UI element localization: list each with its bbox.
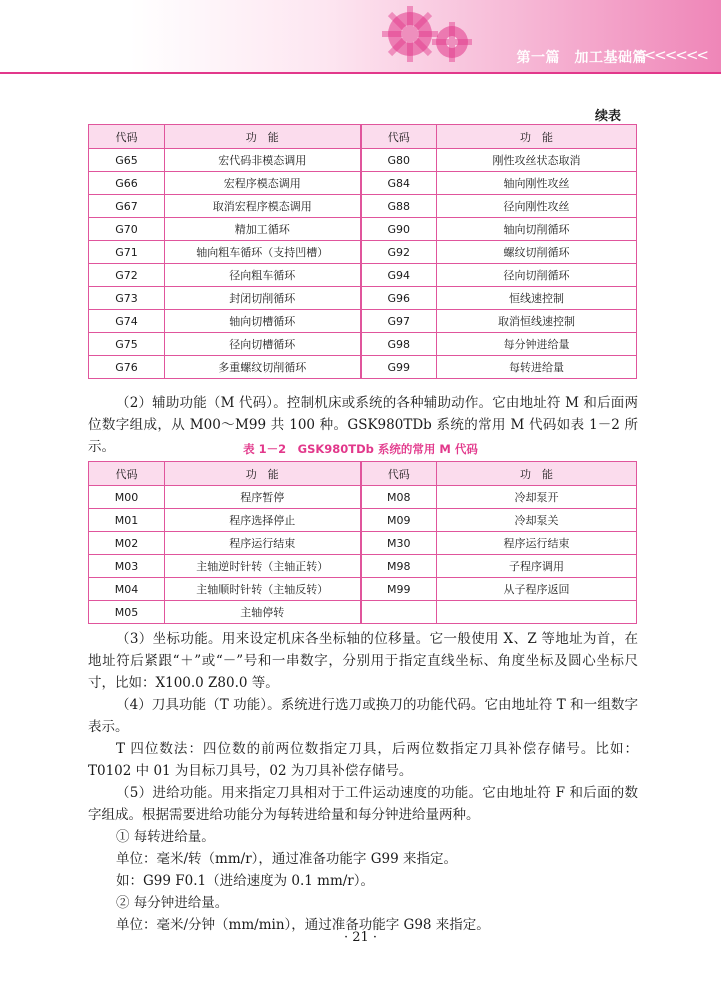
code-cell: M98: [361, 555, 437, 578]
function-cell: 径向切槽循环: [165, 333, 361, 356]
code-cell: G75: [89, 333, 165, 356]
table-row: [89, 578, 637, 601]
paragraph: （2）辅助功能（M 代码）。控制机床或系统的各种辅助动作。它由地址符 M 和后面两位数字组成，从 M00～M99 共 100 种。GSK980TDb 系统的常用 M 代码如表 1－2 所示。: [88, 395, 638, 455]
function-cell: 轴向粗车循环（支持凹槽）: [165, 241, 361, 264]
function-cell: 从子程序返回: [437, 578, 637, 601]
table-row: [89, 601, 637, 624]
paragraph: （3）坐标功能。用来设定机床各坐标轴的位移量。它一般使用 X、Z 等地址为首，在地址符后紧跟“＋”或“－”号和一串数字，分别用于指定直线坐标、角度坐标及圆心坐标尺寸，比如：X100.0 Z80.0 等。: [88, 631, 638, 691]
function-cell: 多重螺纹切削循环: [165, 356, 361, 379]
header-code: 代码: [89, 462, 165, 486]
paragraph: ② 每分钟进给量。: [116, 895, 229, 911]
function-cell: [437, 601, 637, 624]
table-header-row: [89, 462, 637, 486]
chevron-decoration-icon: <<<<<<<: [633, 46, 707, 64]
header-code: 代码: [89, 125, 165, 149]
header-function: 功 能: [165, 462, 361, 486]
code-cell: M30: [361, 532, 437, 555]
code-cell: G74: [89, 310, 165, 333]
code-cell: [361, 601, 437, 624]
function-cell: 取消宏程序模态调用: [165, 195, 361, 218]
function-cell: 每分钟进给量: [437, 333, 637, 356]
table-row: [89, 486, 637, 509]
code-cell: G99: [361, 356, 437, 379]
function-cell: 恒线速控制: [437, 287, 637, 310]
continued-label: 续表: [594, 109, 621, 124]
header-function: 功 能: [165, 125, 361, 149]
code-cell: M01: [89, 509, 165, 532]
function-cell: 程序运行结束: [437, 532, 637, 555]
table-caption: 表 1－2 GSK980TDb 系统的常用 M 代码: [243, 442, 478, 456]
table-row: [89, 149, 637, 172]
function-cell: 程序运行结束: [165, 532, 361, 555]
paragraph: 单位：毫米/分钟（mm/min），通过准备功能字 G98 来指定。: [116, 917, 490, 933]
function-cell: 子程序调用: [437, 555, 637, 578]
function-cell: 轴向切槽循环: [165, 310, 361, 333]
section-title: 第一篇 加工基础篇: [516, 50, 647, 66]
code-cell: G66: [89, 172, 165, 195]
code-cell: M08: [361, 486, 437, 509]
table-row: [89, 310, 637, 333]
function-cell: 程序选择停止: [165, 509, 361, 532]
code-cell: G76: [89, 356, 165, 379]
code-cell: G92: [361, 241, 437, 264]
function-cell: 宏程序模态调用: [165, 172, 361, 195]
paragraph: （5）进给功能。用来指定刀具相对于工件运动速度的功能。它由地址符 F 和后面的数字组成。根据需要进给功能分为每转进给量和每分钟进给量两种。: [88, 785, 638, 823]
body-paragraphs: [88, 628, 638, 936]
page-number: · 21 ·: [343, 930, 378, 945]
code-cell: M02: [89, 532, 165, 555]
header-code: 代码: [361, 462, 437, 486]
code-cell: M04: [89, 578, 165, 601]
table-row: [89, 532, 637, 555]
code-cell: M05: [89, 601, 165, 624]
code-cell: M00: [89, 486, 165, 509]
header-code: 代码: [361, 125, 437, 149]
function-cell: 径向切削循环: [437, 264, 637, 287]
function-cell: 封闭切削循环: [165, 287, 361, 310]
function-cell: 螺纹切削循环: [437, 241, 637, 264]
paragraph: （4）刀具功能（T 功能）。系统进行选刀或换刀的功能代码。它由地址符 T 和一组数字表示。: [88, 697, 638, 735]
function-cell: 精加工循环: [165, 218, 361, 241]
code-cell: G72: [89, 264, 165, 287]
table-row: [89, 509, 637, 532]
function-cell: 轴向切削循环: [437, 218, 637, 241]
code-cell: G80: [361, 149, 437, 172]
table-row: [89, 264, 637, 287]
code-cell: G67: [89, 195, 165, 218]
gear-decoration-icon: [360, 0, 490, 72]
function-cell: 冷却泵关: [437, 509, 637, 532]
code-cell: M09: [361, 509, 437, 532]
g-code-table: [88, 124, 637, 379]
code-cell: G84: [361, 172, 437, 195]
function-cell: 径向粗车循环: [165, 264, 361, 287]
header-function: 功 能: [437, 125, 637, 149]
table-row: [89, 218, 637, 241]
header-rule: [0, 72, 721, 74]
code-cell: G94: [361, 264, 437, 287]
function-cell: 主轴逆时针转（主轴正转）: [165, 555, 361, 578]
code-cell: G97: [361, 310, 437, 333]
function-cell: 程序暂停: [165, 486, 361, 509]
table-row: [89, 555, 637, 578]
code-cell: G73: [89, 287, 165, 310]
function-cell: 每转进给量: [437, 356, 637, 379]
function-cell: 主轴顺时针转（主轴反转）: [165, 578, 361, 601]
table-row: [89, 356, 637, 379]
function-cell: 冷却泵开: [437, 486, 637, 509]
table-row: [89, 172, 637, 195]
code-cell: M03: [89, 555, 165, 578]
table-row: [89, 287, 637, 310]
table-header-row: [89, 125, 637, 149]
header-function: 功 能: [437, 462, 637, 486]
function-cell: 主轴停转: [165, 601, 361, 624]
code-cell: G90: [361, 218, 437, 241]
code-cell: G98: [361, 333, 437, 356]
function-cell: 径向刚性攻丝: [437, 195, 637, 218]
m-code-table: [88, 461, 637, 624]
paragraph: ① 每转进给量。: [116, 829, 215, 845]
paragraph: T 四位数法：四位数的前两位数指定刀具，后两位数指定刀具补偿存储号。比如：T0102 中 01 为目标刀具号，02 为刀具补偿存储号。: [88, 741, 638, 779]
function-cell: 宏代码非模态调用: [165, 149, 361, 172]
function-cell: 取消恒线速控制: [437, 310, 637, 333]
function-cell: 轴向刚性攻丝: [437, 172, 637, 195]
function-cell: 刚性攻丝状态取消: [437, 149, 637, 172]
code-cell: G65: [89, 149, 165, 172]
code-cell: G70: [89, 218, 165, 241]
code-cell: G71: [89, 241, 165, 264]
code-cell: G96: [361, 287, 437, 310]
table-row: [89, 333, 637, 356]
table-row: [89, 195, 637, 218]
paragraph: 单位：毫米/转（mm/r），通过准备功能字 G99 来指定。: [116, 851, 457, 867]
code-cell: M99: [361, 578, 437, 601]
code-cell: G88: [361, 195, 437, 218]
table-row: [89, 241, 637, 264]
paragraph: 如：G99 F0.1（进给速度为 0.1 mm/r）。: [116, 873, 374, 889]
